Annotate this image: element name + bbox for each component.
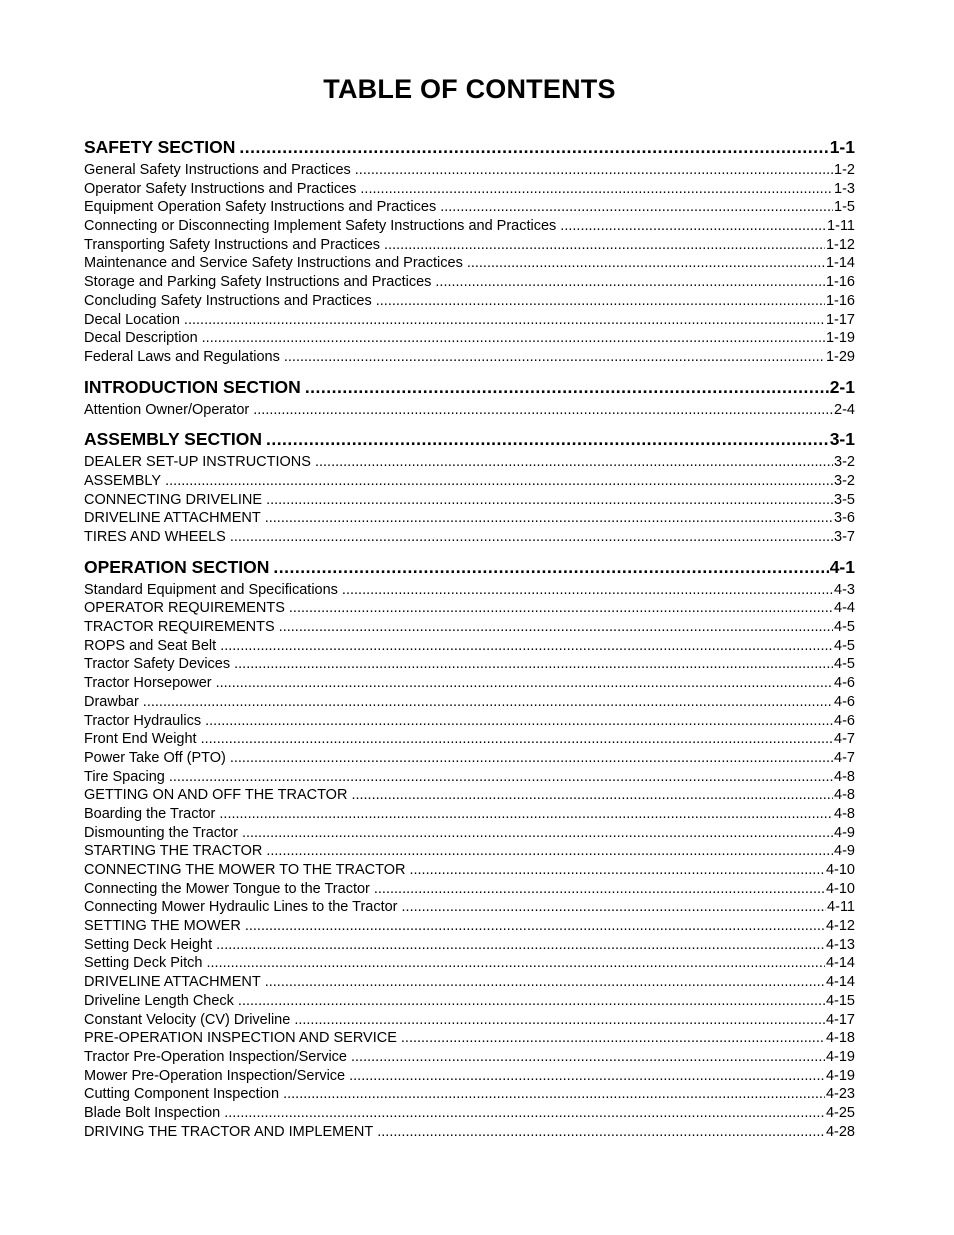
toc-entry[interactable] <box>84 805 855 824</box>
dot-leader <box>351 786 833 805</box>
entry-title: CONNECTING DRIVELINE <box>84 491 263 508</box>
entry-title: Decal Description <box>84 330 198 347</box>
entry-title: Power Take Off (PTO) <box>84 749 226 766</box>
entry-page-number: 4-6 <box>834 712 855 729</box>
dot-leader <box>435 273 825 292</box>
entry-page-number: 3-2 <box>834 472 855 489</box>
entry-page-number: 4-3 <box>834 581 855 598</box>
entry-title: OPERATOR REQUIREMENTS <box>84 600 285 617</box>
entry-title: ROPS and Seat Belt <box>84 637 217 654</box>
toc-entry[interactable] <box>84 618 855 637</box>
entry-page-number: 4-19 <box>825 1067 855 1084</box>
dot-leader <box>205 712 833 731</box>
entry-page-number: 4-10 <box>825 880 855 897</box>
toc-entry[interactable] <box>84 292 855 311</box>
entry-page-number: 4-14 <box>825 974 855 991</box>
section-heading: OPERATION SECTION <box>84 556 270 577</box>
entry-page-number: 1-12 <box>825 236 855 253</box>
toc-entry[interactable] <box>84 973 855 992</box>
entry-title: Storage and Parking Safety Instructions and Practices <box>84 274 432 291</box>
entry-title: Equipment Operation Safety Instructions and Practices <box>84 199 437 216</box>
entry-title: Maintenance and Service Safety Instructions and Practices <box>84 255 463 272</box>
dot-leader <box>305 376 829 398</box>
entry-title: PRE-OPERATION INSPECTION AND SERVICE <box>84 1030 397 1047</box>
dot-leader <box>245 917 825 936</box>
entry-title: TRACTOR REQUIREMENTS <box>84 619 275 636</box>
entry-page-number: 1-14 <box>825 255 855 272</box>
dot-leader <box>355 161 833 180</box>
dot-leader <box>265 509 833 528</box>
entry-title: Setting Deck Pitch <box>84 955 203 972</box>
section-heading: SAFETY SECTION <box>84 137 236 157</box>
section-spacer <box>84 547 855 556</box>
entry-page-number: 4-9 <box>834 824 855 841</box>
dot-leader <box>467 254 825 273</box>
entry-page-number: 4-8 <box>834 768 855 785</box>
entry-page-number: 4-10 <box>825 862 855 878</box>
toc-entry[interactable] <box>84 786 855 805</box>
dot-leader <box>266 842 833 861</box>
dot-leader <box>384 236 825 255</box>
section-heading-row[interactable] <box>84 556 855 581</box>
toc-entry[interactable] <box>84 954 855 973</box>
entry-title: Concluding Safety Instructions and Practices <box>84 292 372 309</box>
toc-entry[interactable] <box>84 936 855 955</box>
entry-title: Front End Weight <box>84 731 197 748</box>
entry-title: GETTING ON AND OFF THE TRACTOR <box>84 787 348 804</box>
toc-entry[interactable] <box>84 599 855 618</box>
dot-leader <box>374 880 825 899</box>
entry-title: Tractor Pre-Operation Inspection/Service <box>84 1048 347 1065</box>
dot-leader <box>216 936 825 955</box>
entry-page-number: 3-5 <box>834 491 855 508</box>
section-page-number: 4-1 <box>829 556 855 577</box>
entry-title: Driveline Length Check <box>84 992 234 1009</box>
entry-title: Setting Deck Height <box>84 936 213 953</box>
toc-entry[interactable] <box>84 329 855 348</box>
dot-leader <box>265 973 825 992</box>
toc-entry[interactable] <box>84 898 855 917</box>
entry-title: Blade Bolt Inspection <box>84 1104 221 1121</box>
entry-title: SETTING THE MOWER <box>84 918 241 935</box>
entry-page-number: 2-4 <box>834 401 855 418</box>
toc-entry[interactable] <box>84 348 855 367</box>
dot-leader <box>266 491 833 510</box>
toc-entry[interactable] <box>84 401 855 420</box>
toc-section <box>84 376 855 429</box>
dot-leader <box>216 674 833 693</box>
entry-page-number: 4-18 <box>825 1030 855 1047</box>
entry-page-number: 4-17 <box>825 1011 855 1028</box>
dot-leader <box>289 599 833 618</box>
entry-page-number: 4-4 <box>834 600 855 617</box>
entry-page-number: 1-19 <box>825 330 855 347</box>
dot-leader <box>253 401 833 420</box>
entry-title: Tractor Safety Devices <box>84 656 231 673</box>
toc-entry[interactable] <box>84 491 855 510</box>
toc-entry[interactable] <box>84 254 855 273</box>
toc-entry[interactable] <box>84 528 855 547</box>
toc-entry[interactable] <box>84 311 855 330</box>
section-heading-row[interactable] <box>84 428 855 453</box>
entry-title: Decal Location <box>84 311 180 328</box>
toc-entry[interactable] <box>84 581 855 600</box>
entry-page-number: 1-16 <box>825 274 855 291</box>
entry-title: Operator Safety Instructions and Practices <box>84 180 357 197</box>
dot-leader <box>360 180 833 199</box>
entry-page-number: 1-3 <box>834 180 855 197</box>
dot-leader <box>377 1123 825 1142</box>
entry-title: DRIVELINE ATTACHMENT <box>84 510 261 527</box>
dot-leader <box>201 730 833 749</box>
toc-entry[interactable] <box>84 1085 855 1104</box>
section-spacer <box>84 367 855 376</box>
toc-section <box>84 428 855 555</box>
toc-entry[interactable] <box>84 749 855 768</box>
dot-leader <box>342 581 833 600</box>
entry-page-number: 4-5 <box>834 656 855 673</box>
toc-entry[interactable] <box>84 273 855 292</box>
entry-page-number: 1-16 <box>825 292 855 309</box>
dot-leader <box>283 1085 825 1104</box>
entry-page-number: 1-17 <box>825 311 855 328</box>
dot-leader <box>184 311 825 330</box>
toc-entry[interactable] <box>84 161 855 180</box>
entry-page-number: 3-7 <box>834 529 855 545</box>
section-page-number: 1-1 <box>829 137 855 157</box>
entry-page-number: 4-23 <box>825 1086 855 1103</box>
dot-leader <box>294 1011 825 1030</box>
entry-page-number: 1-2 <box>834 162 855 178</box>
toc-entry[interactable] <box>84 861 855 880</box>
toc-entry[interactable] <box>84 453 855 472</box>
entry-title: Mower Pre-Operation Inspection/Service <box>84 1067 346 1084</box>
dot-leader <box>239 136 828 158</box>
section-heading: INTRODUCTION SECTION <box>84 376 301 397</box>
entry-page-number: 4-6 <box>834 675 855 692</box>
entry-page-number: 1-29 <box>825 348 855 365</box>
dot-leader <box>440 198 833 217</box>
toc-entry[interactable] <box>84 1067 855 1086</box>
toc-entry[interactable] <box>84 472 855 491</box>
entry-title: DRIVING THE TRACTOR AND IMPLEMENT <box>84 1123 374 1140</box>
section-page-number: 2-1 <box>829 376 855 397</box>
table-of-contents <box>84 136 855 1141</box>
entry-title: Dismounting the Tractor <box>84 824 238 841</box>
entry-page-number: 4-11 <box>827 899 855 916</box>
entry-page-number: 4-14 <box>825 955 855 972</box>
section-heading-row[interactable] <box>84 136 855 161</box>
dot-leader <box>242 824 833 843</box>
toc-entry[interactable] <box>84 180 855 199</box>
entry-page-number: 4-25 <box>825 1104 855 1121</box>
toc-entry[interactable] <box>84 198 855 217</box>
dot-leader <box>219 805 833 824</box>
toc-entry[interactable] <box>84 992 855 1011</box>
entry-title: Cutting Component Inspection <box>84 1086 280 1103</box>
toc-entry[interactable] <box>84 917 855 936</box>
dot-leader <box>266 428 829 450</box>
entry-page-number: 1-11 <box>827 218 855 235</box>
entry-title: Standard Equipment and Specifications <box>84 581 338 598</box>
entry-title: DRIVELINE ATTACHMENT <box>84 974 261 991</box>
entry-title: DEALER SET-UP INSTRUCTIONS <box>84 454 311 471</box>
entry-page-number: 4-9 <box>834 843 855 860</box>
entry-title: STARTING THE TRACTOR <box>84 843 263 860</box>
entry-page-number: 3-6 <box>834 510 855 527</box>
dot-leader <box>402 898 827 917</box>
page-title: TABLE OF CONTENTS <box>323 74 616 104</box>
dot-leader <box>230 528 833 547</box>
toc-entry[interactable] <box>84 824 855 843</box>
entry-page-number: 4-5 <box>834 637 855 654</box>
entry-page-number: 4-6 <box>834 693 855 710</box>
toc-entry[interactable] <box>84 768 855 787</box>
dot-leader <box>376 292 825 311</box>
dot-leader <box>401 1029 825 1048</box>
entry-title: Constant Velocity (CV) Driveline <box>84 1011 291 1028</box>
entry-page-number: 4-28 <box>825 1123 855 1140</box>
entry-title: Connecting or Disconnecting Implement Safety Instructions and Practices <box>84 218 557 235</box>
toc-entry[interactable] <box>84 1048 855 1067</box>
dot-leader <box>560 217 826 236</box>
toc-entry[interactable] <box>84 1029 855 1048</box>
dot-leader <box>273 556 828 578</box>
entry-title: Boarding the Tractor <box>84 805 216 822</box>
dot-leader <box>284 348 825 367</box>
toc-entry[interactable] <box>84 1104 855 1123</box>
toc-entry[interactable] <box>84 674 855 693</box>
toc-entry[interactable] <box>84 637 855 656</box>
dot-leader <box>238 992 825 1011</box>
entry-title: General Safety Instructions and Practices <box>84 162 351 178</box>
dot-leader <box>224 1104 825 1123</box>
toc-entry[interactable] <box>84 1123 855 1142</box>
entry-page-number: 4-8 <box>834 805 855 822</box>
entry-page-number: 4-12 <box>825 918 855 935</box>
dot-leader <box>230 749 833 768</box>
toc-entry[interactable] <box>84 217 855 236</box>
toc-entry[interactable] <box>84 236 855 255</box>
toc-entry[interactable] <box>84 730 855 749</box>
toc-entry[interactable] <box>84 1011 855 1030</box>
dot-leader <box>315 453 833 472</box>
entry-page-number: 3-2 <box>834 454 855 471</box>
entry-title: Tractor Hydraulics <box>84 712 202 729</box>
entry-page-number: 4-15 <box>825 992 855 1009</box>
entry-title: Federal Laws and Regulations <box>84 348 280 365</box>
toc-entry[interactable] <box>84 880 855 899</box>
entry-page-number: 4-5 <box>834 619 855 636</box>
entry-title: Drawbar <box>84 693 139 710</box>
entry-title: Tire Spacing <box>84 768 165 785</box>
entry-title: CONNECTING THE MOWER TO THE TRACTOR <box>84 862 406 878</box>
dot-leader <box>206 954 824 973</box>
dot-leader <box>279 618 833 637</box>
section-page-number: 3-1 <box>829 429 855 450</box>
dot-leader <box>169 768 833 787</box>
dot-leader <box>165 472 833 491</box>
section-heading-row[interactable] <box>84 376 855 401</box>
entry-page-number: 4-8 <box>834 787 855 804</box>
dot-leader <box>351 1048 825 1067</box>
entry-page-number: 1-5 <box>834 199 855 216</box>
entry-title: Transporting Safety Instructions and Practices <box>84 236 381 253</box>
toc-section <box>84 556 855 1142</box>
entry-title: Attention Owner/Operator <box>84 401 250 418</box>
toc-entry[interactable] <box>84 655 855 674</box>
dot-leader <box>220 637 833 656</box>
entry-page-number: 4-13 <box>825 936 855 953</box>
entry-title: Connecting Mower Hydraulic Lines to the Tractor <box>84 899 398 916</box>
entry-page-number: 4-7 <box>834 749 855 766</box>
entry-page-number: 4-19 <box>825 1048 855 1065</box>
entry-title: Tractor Horsepower <box>84 675 212 692</box>
section-heading: ASSEMBLY SECTION <box>84 429 262 450</box>
dot-leader <box>349 1067 825 1086</box>
toc-entry[interactable] <box>84 842 855 861</box>
entry-title: TIRES AND WHEELS <box>84 529 226 545</box>
entry-page-number: 4-7 <box>834 731 855 748</box>
entry-title: ASSEMBLY <box>84 472 162 489</box>
section-spacer <box>84 419 855 428</box>
dot-leader <box>143 693 833 712</box>
dot-leader <box>409 861 825 880</box>
toc-section <box>84 136 855 376</box>
dot-leader <box>234 655 833 674</box>
toc-entry[interactable] <box>84 693 855 712</box>
toc-entry[interactable] <box>84 712 855 731</box>
toc-entry[interactable] <box>84 509 855 528</box>
dot-leader <box>202 329 825 348</box>
entry-title: Connecting the Mower Tongue to the Tractor <box>84 880 370 897</box>
